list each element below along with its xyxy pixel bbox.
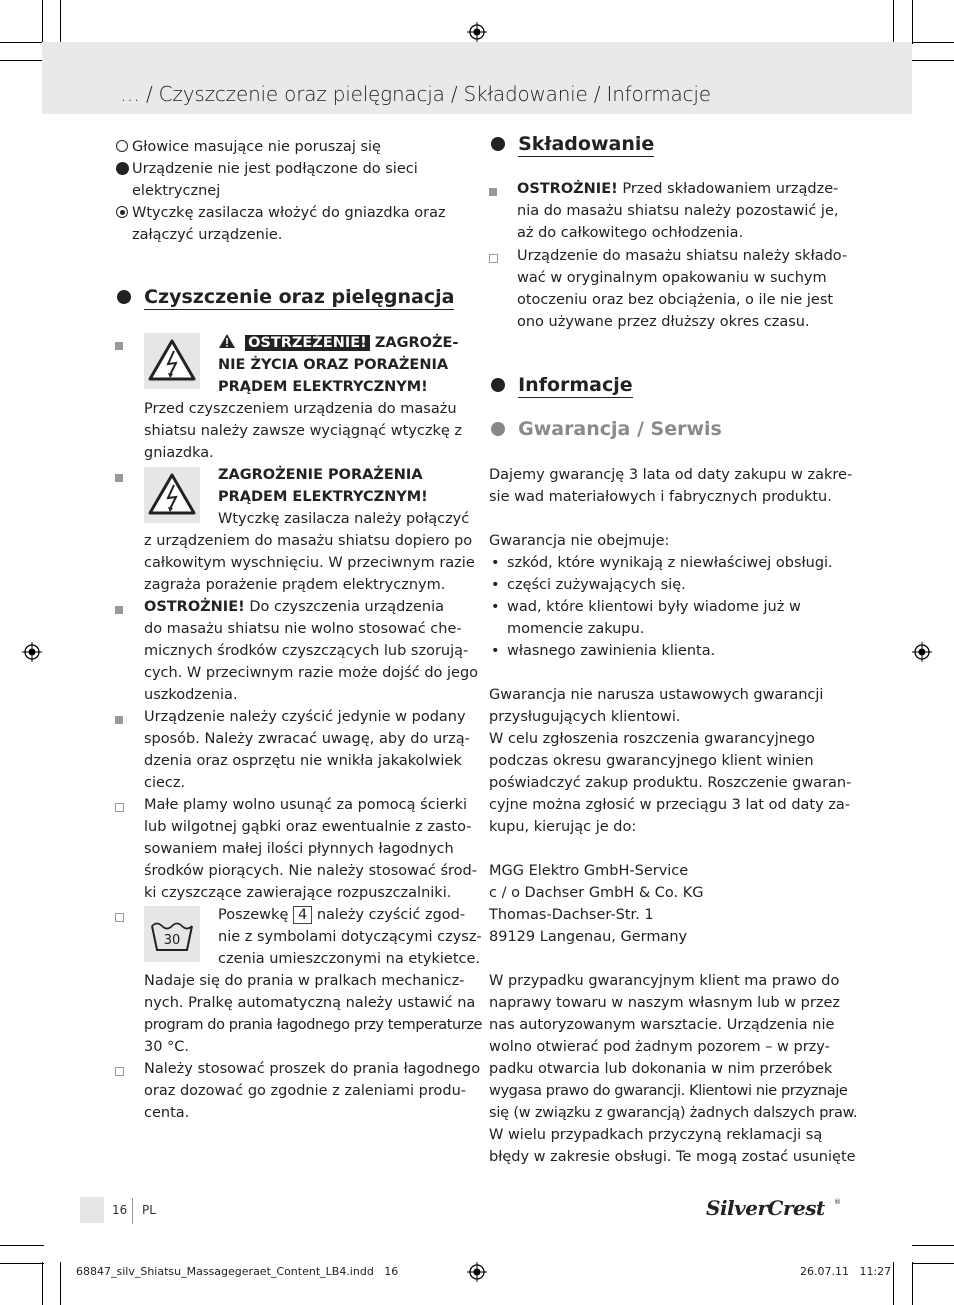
address-line: Thomas-Dachser-Str. 1 <box>489 907 654 923</box>
circle-outline-icon <box>116 140 128 152</box>
square-bullet-icon <box>115 474 123 482</box>
warning-heading: OSTRZEŻENIE! ZAGROŻE- NIE ŻYCIA ORAZ PORAŻENIA PRĄDEM ELEKTRYCZNYM! <box>218 335 459 395</box>
bullet-dot-icon <box>491 137 505 151</box>
registered-mark-icon: ® <box>834 1198 841 1206</box>
warning-badge: OSTRZEŻENIE! <box>245 335 370 351</box>
crop-mark <box>60 0 61 44</box>
file-slug: 68847_silv_Shiatsu_Massagegeraet_Content_LB4.indd 16 <box>76 1265 399 1278</box>
warning-heading: ZAGROŻENIE PORAŻENIA PRĄDEM ELEKTRYCZNYM! Wtyczkę zasilacza należy połączyć <box>218 467 470 527</box>
list-item: Należy stosować proszek do prania łagodnego oraz dozować go zgodnie z zaleniami produ- centa. <box>144 1061 481 1121</box>
page-number-tab <box>80 1197 104 1223</box>
storage-paragraph: OSTROŻNIE! Przed składowaniem urządze- nia do masażu shiatsu należy pozostawić je, aż do całkowitego ochłodzenia. <box>517 181 839 241</box>
address-line: 89129 Langenau, Germany <box>489 929 688 945</box>
storage-paragraph: Urządzenie do masażu shiatsu należy składo- wać w oryginalnym opakowaniu w suchym otoczeniu oraz bez obciążenia, o ile nie jest ono używane przez dłuższy okres czasu. <box>517 248 848 330</box>
section-heading-warranty: Gwarancja / Serwis <box>491 418 722 440</box>
crop-mark <box>893 0 894 44</box>
crop-mark <box>912 42 954 43</box>
crop-mark <box>912 1263 954 1264</box>
part-number-badge: 4 <box>293 906 312 924</box>
warranty-text: Dajemy gwarancję 3 lata od daty zakupu w zakre- sie wad materiałowych i fabrycznych produktu. Gwarancja nie obejmuje: • szkód, które wynikają z niewłaściwej obsługi. • części zużywających się. • wad, które klientowi były wiadome już w momencie zakupu. • własnego zawinienia klienta. Gwarancja nie narusza ustawowych gwarancji przysługujących klientowi. W celu zgłoszenia roszczenia gwarancyjnego podczas okresu gwarancyjnego klient winien poświadczyć zakup produktu. Roszczenie gwaran- cyjne można zgłosić w przeciągu 3 lat od daty za- kupu, kierując je do: MGG Elektro GmbH-Service c / o Dachser GmbH & Co. KG Thomas-Dachser-Str. 1 89129 Langenau, Germany W przypadku gwarancyjnym klient ma prawo do naprawy towaru w naszym własnym lub w przez nas autoryzowanym warsztacie. Urządzenia nie wolno otwierać pod żadnym pozorem – w przy- padku otwarcia lub dokonania w nim przeróbek wygasa prawo do gwarancji. Klientowi nie przyznaje się (w związku z gwarancją) żadnych dalszych praw. W wielu przypadkach przyczyną reklamacji są błędy w zakresie obsługi. Te mogą zostać usunięte <box>489 467 858 1165</box>
bullet-dot-icon <box>117 290 131 304</box>
caution-paragraph: OSTROŻNIE! Do czyszczenia urządzenia do masażu shiatsu nie wolno stosować che- micznych środków czyszczących lub szorują- cych. W przeciwnym razie może dojść do jego uszkodzenia. <box>144 599 479 703</box>
bullet-dot-icon <box>491 422 505 436</box>
square-bullet-icon <box>115 342 123 350</box>
circle-target-icon <box>116 206 128 218</box>
square-bullet-icon <box>115 606 123 614</box>
crop-mark <box>0 60 44 61</box>
exclusion-item: • własnego zawinienia klienta. <box>491 643 716 659</box>
registration-mark-icon <box>912 642 932 662</box>
square-outline-bullet-icon <box>115 1067 124 1076</box>
list-item: Małe plamy wolno usunąć za pomocą ścierki lub wilgotnej gąbki oraz ewentualnie z zasto- sowaniem małej ilości płynnych łagodnych środków piorących. Nie należy stosować środ- ki czyszczące zawierające rozpuszczalniki. <box>144 797 477 901</box>
exclusion-item: • szkód, które wynikają z niewłaściwej obsługi. <box>491 555 833 571</box>
crop-mark <box>912 0 913 44</box>
exclusion-item: • wad, które klientowi były wiadome już w <box>491 599 801 615</box>
list-item: Poszewkę 4 należy czyścić zgod- nie z symbolami dotyczącymi czysz- czenia umieszczonymi na etykietce. <box>218 907 482 967</box>
crop-mark <box>912 1245 954 1246</box>
crop-mark <box>893 1262 894 1305</box>
exclusion-item: momencie zakupu. <box>507 621 645 637</box>
brand-logo: SilverCrest <box>706 1196 825 1220</box>
crop-mark <box>60 1262 61 1305</box>
crop-mark <box>912 60 954 61</box>
exclusion-item: • części zużywających się. <box>491 577 686 593</box>
wash-symbol-box <box>144 906 200 962</box>
crop-mark <box>0 1263 44 1264</box>
crop-mark <box>42 1262 43 1305</box>
square-outline-bullet-icon <box>115 803 124 812</box>
registration-mark-icon <box>467 1262 487 1282</box>
page-title: … / Czyszczenie oraz pielęgnacja / Składowanie / Informacje <box>120 82 711 106</box>
crop-mark <box>0 42 44 43</box>
warning-icon-box <box>144 467 200 523</box>
address-line: c / o Dachser GmbH & Co. KG <box>489 885 704 901</box>
registration-mark-icon <box>22 642 42 662</box>
warning-icon-box <box>144 333 200 389</box>
list-item-body: Nadaje się do prania w pralkach mechanicz- nych. Pralkę automatyczną należy ustawić na program do prania łagodnego przy temperaturze 30 °C. <box>144 973 483 1055</box>
electric-hazard-icon <box>144 333 200 389</box>
list-item: Urządzenie należy czyścić jedynie w podany sposób. Należy zwracać uwagę, aby do urzą- dzenia oraz osprzętu nie wnikła jakakolwiek ciecz. <box>144 709 470 791</box>
circle-filled-icon <box>116 162 129 175</box>
electric-hazard-icon <box>144 467 200 523</box>
square-bullet-icon <box>115 716 123 724</box>
bullet-dot-icon <box>491 378 505 392</box>
crop-mark <box>0 1245 44 1246</box>
print-date: 26.07.11 11:27 <box>800 1265 892 1278</box>
svg-text:30: 30 <box>163 933 181 948</box>
warning-body: z urządzeniem do masażu shiatsu dopiero po całkowitym wyschnięciu. W przeciwnym razie zagraża porażenie prądem elektrycznym. <box>144 533 475 593</box>
section-heading-cleaning: Czyszczenie oraz pielęgnacja <box>117 286 454 308</box>
section-heading-storage: Składowanie <box>491 133 654 155</box>
square-outline-bullet-icon <box>489 254 498 263</box>
warning-triangle-icon <box>218 333 236 349</box>
language-code: PL <box>142 1203 156 1217</box>
footer-divider <box>132 1198 133 1224</box>
address-line: MGG Elektro GmbH-Service <box>489 863 689 879</box>
crop-mark <box>912 1262 913 1305</box>
square-bullet-icon <box>489 188 497 196</box>
crop-mark <box>42 0 43 44</box>
square-outline-bullet-icon <box>115 913 124 922</box>
page-number: 16 <box>112 1203 128 1217</box>
wash-30-icon <box>144 906 200 962</box>
registration-mark-icon <box>467 22 487 42</box>
section-heading-info: Informacje <box>491 374 633 396</box>
warning-body: Przed czyszczeniem urządzenia do masażu shiatsu należy zawsze wyciągnąć wtyczkę z gniazdka. <box>144 401 463 461</box>
